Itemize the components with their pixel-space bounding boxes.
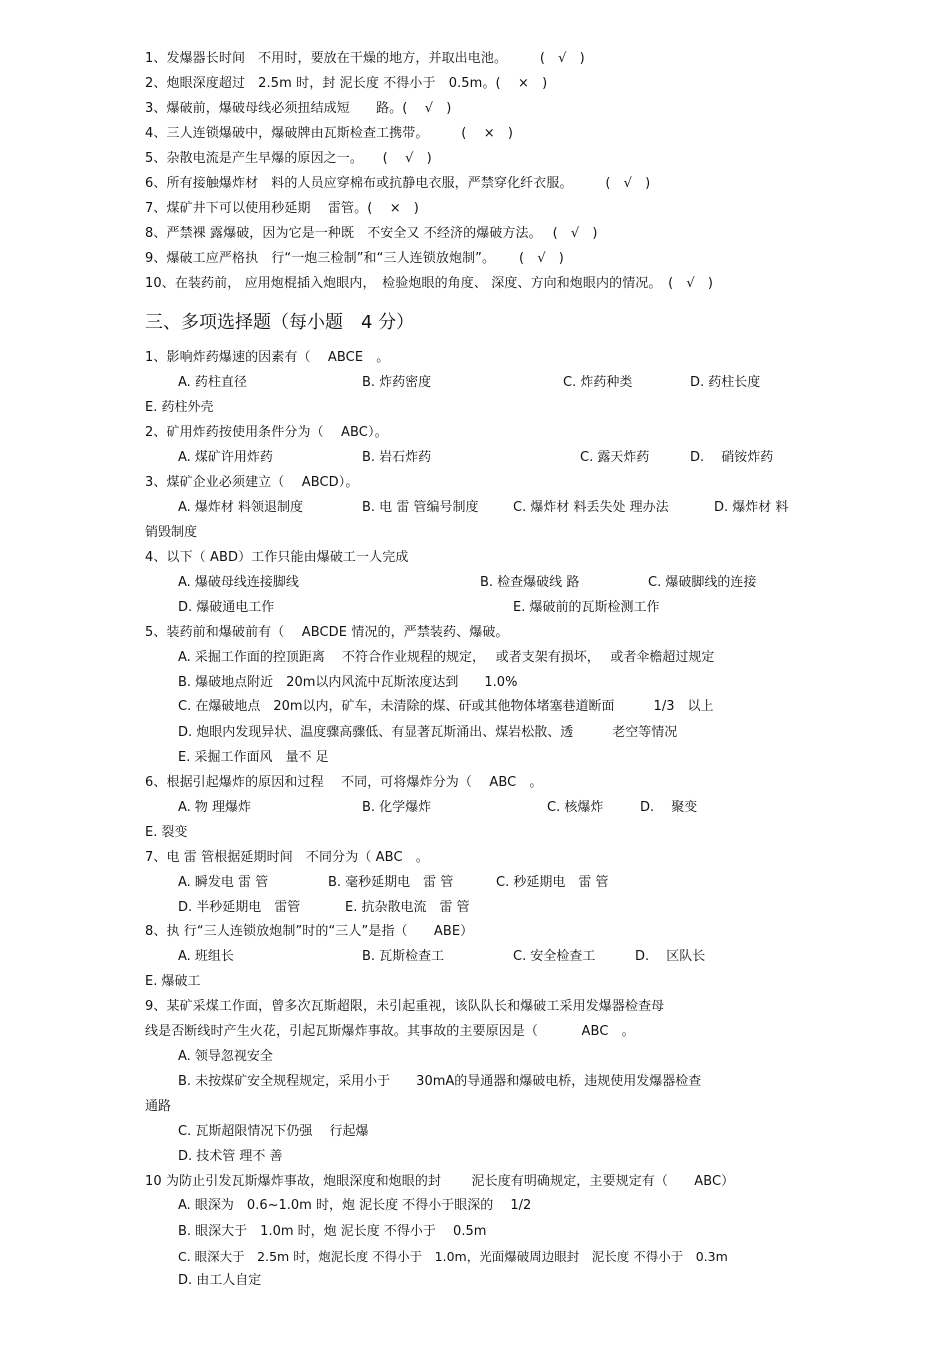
mc-option: A. 瞬发电 雷 管 bbox=[178, 875, 269, 890]
mc-option: E. 药柱外壳 bbox=[145, 400, 214, 415]
mc-question-stem: 5、装药前和爆破前有（ ABCDE 情况的，严禁装药、爆破。 bbox=[145, 625, 509, 640]
mc-question-stem: 7、电 雷 管根据延期时间 不同分为（ ABC 。 bbox=[145, 850, 429, 865]
mc-option: C. 爆炸材 料丢失处 理办法 bbox=[513, 500, 669, 515]
mc-option: A. 物 理爆炸 bbox=[178, 800, 252, 815]
mc-option: D. 爆炸材 料 bbox=[714, 500, 789, 515]
mc-option: D. 由工人自定 bbox=[178, 1273, 262, 1288]
mc-option: C. 炸药种类 bbox=[563, 375, 633, 390]
mc-option: D. 药柱长度 bbox=[690, 375, 761, 390]
mc-question-stem: 9、某矿采煤工作面，曾多次瓦斯超限，未引起重视，该队队长和爆破工采用发爆器检查母 bbox=[145, 999, 665, 1014]
mc-option: C. 核爆炸 bbox=[547, 800, 604, 815]
tf-item: 6、所有接触爆炸材 料的人员应穿棉布或抗静电衣服，严禁穿化纤衣服。 ( √ ) bbox=[145, 176, 651, 191]
tf-item: 2、炮眼深度超过 2.5m 时，封 泥长度 不得小于 0.5m。( × ) bbox=[145, 76, 548, 91]
mc-option: D. 硝铵炸药 bbox=[690, 450, 774, 465]
tf-item: 3、爆破前，爆破母线必须扭结成短 路。( √ ) bbox=[145, 101, 452, 116]
mc-option: D. 炮眼内发现异状、温度骤高骤低、有显著瓦斯涌出、煤岩松散、透 老空等情况 bbox=[178, 725, 678, 740]
tf-item: 5、杂散电流是产生早爆的原因之一。 ( √ ) bbox=[145, 151, 432, 166]
mc-option: A. 爆炸材 料领退制度 bbox=[178, 500, 304, 515]
mc-option-continuation: 通路 bbox=[145, 1099, 172, 1114]
mc-option-continuation: 销毁制度 bbox=[145, 525, 198, 540]
tf-item: 1、发爆器长时间 不用时，要放在干燥的地方，并取出电池。 ( √ ) bbox=[145, 51, 585, 66]
mc-option: A. 领导忽视安全 bbox=[178, 1049, 273, 1064]
mc-question-stem: 2、矿用炸药按使用条件分为（ ABC）。 bbox=[145, 425, 388, 440]
mc-option: E. 爆破工 bbox=[145, 974, 201, 989]
tf-item: 4、三人连锁爆破中，爆破牌由瓦斯检查工携带。 ( × ) bbox=[145, 126, 514, 141]
mc-option: C. 露天炸药 bbox=[580, 450, 650, 465]
mc-question-stem: 8、执 行“三人连锁放炮制”时的“三人”是指（ ABE） bbox=[145, 924, 474, 939]
tf-item: 8、严禁裸 露爆破，因为它是一种既 不安全又 不经济的爆破方法。 ( √ ) bbox=[145, 226, 598, 241]
mc-option: A. 眼深为 0.6~1.0m 时，炮 泥长度 不得小于眼深的 1/2 bbox=[178, 1198, 532, 1213]
mc-option: D. 半秒延期电 雷管 bbox=[178, 900, 301, 915]
mc-option: A. 药柱直径 bbox=[178, 375, 247, 390]
tf-item: 10、在装药前， 应用炮棍插入炮眼内， 检验炮眼的角度、 深度、方向和炮眼内的情况。 ( √ ) bbox=[145, 276, 714, 291]
mc-option: B. 化学爆炸 bbox=[362, 800, 432, 815]
mc-option: B. 未按煤矿安全规程规定，采用小于 30mA的导通器和爆破电桥，违规使用发爆器检查 bbox=[178, 1074, 702, 1089]
mc-question-stem: 1、影响炸药爆速的因素有（ ABCE 。 bbox=[145, 350, 390, 365]
mc-option: D. 爆破通电工作 bbox=[178, 600, 275, 615]
mc-option: E. 爆破前的瓦斯检测工作 bbox=[513, 600, 660, 615]
mc-option: B. 电 雷 管编号制度 bbox=[362, 500, 479, 515]
mc-question-stem: 4、以下（ ABD）工作只能由爆破工一人完成 bbox=[145, 550, 409, 565]
mc-option: B. 眼深大于 1.0m 时，炮 泥长度 不得小于 0.5m bbox=[178, 1224, 487, 1239]
mc-option: B. 检查爆破线 路 bbox=[480, 575, 580, 590]
mc-option: C. 爆破脚线的连接 bbox=[648, 575, 757, 590]
tf-item: 7、煤矿井下可以使用秒延期 雷管。( × ) bbox=[145, 201, 419, 216]
mc-question-stem: 6、根据引起爆炸的原因和过程 不同，可将爆炸分为（ ABC 。 bbox=[145, 775, 543, 790]
section-title: 三、多项选择题（每小题 4 分） bbox=[145, 312, 415, 333]
mc-option: C. 瓦斯超限情况下仍强 行起爆 bbox=[178, 1124, 369, 1139]
mc-question-stem: 线是否断线时产生火花，引起瓦斯爆炸事故。其事故的主要原因是（ ABC 。 bbox=[145, 1024, 635, 1039]
mc-option: D. 聚变 bbox=[640, 800, 698, 815]
mc-option: C. 眼深大于 2.5m 时，炮泥长度 不得小于 1.0m，光面爆破周边眼封 泥长度 不得小于 0.3m bbox=[178, 1249, 728, 1264]
mc-option: D. 区队长 bbox=[635, 949, 706, 964]
mc-option: C. 安全检查工 bbox=[513, 949, 596, 964]
mc-option: B. 炸药密度 bbox=[362, 375, 432, 390]
mc-option: C. 在爆破地点 20m以内，矿车，未清除的煤、矸或其他物体堵塞巷道断面 1/3 以上 bbox=[178, 699, 714, 714]
mc-option: B. 爆破地点附近 20m以内风流中瓦斯浓度达到 1.0% bbox=[178, 675, 518, 690]
mc-question-stem: 10 为防止引发瓦斯爆炸事故，炮眼深度和炮眼的封 泥长度有明确规定，主要规定有（ ABC） bbox=[145, 1174, 735, 1189]
mc-option: A. 爆破母线连接脚线 bbox=[178, 575, 299, 590]
mc-option: B. 瓦斯检查工 bbox=[362, 949, 445, 964]
mc-question-stem: 3、煤矿企业必须建立（ ABCD）。 bbox=[145, 475, 359, 490]
mc-option: A. 采掘工作面的控顶距离 不符合作业规程的规定， 或者支架有损坏， 或者伞檐超过规定 bbox=[178, 650, 715, 665]
mc-option: B. 毫秒延期电 雷 管 bbox=[328, 875, 454, 890]
mc-option: E. 抗杂散电流 雷 管 bbox=[345, 900, 470, 915]
mc-option: E. 裂变 bbox=[145, 825, 188, 840]
mc-option: B. 岩石炸药 bbox=[362, 450, 432, 465]
mc-option: A. 班组长 bbox=[178, 949, 234, 964]
mc-option: E. 采掘工作面风 量不 足 bbox=[178, 750, 329, 765]
mc-option: C. 秒延期电 雷 管 bbox=[496, 875, 609, 890]
mc-option: A. 煤矿许用炸药 bbox=[178, 450, 273, 465]
tf-item: 9、爆破工应严格执 行“一炮三检制”和“三人连锁放炮制”。 ( √ ) bbox=[145, 251, 564, 266]
mc-option: D. 技术管 理不 善 bbox=[178, 1149, 283, 1164]
